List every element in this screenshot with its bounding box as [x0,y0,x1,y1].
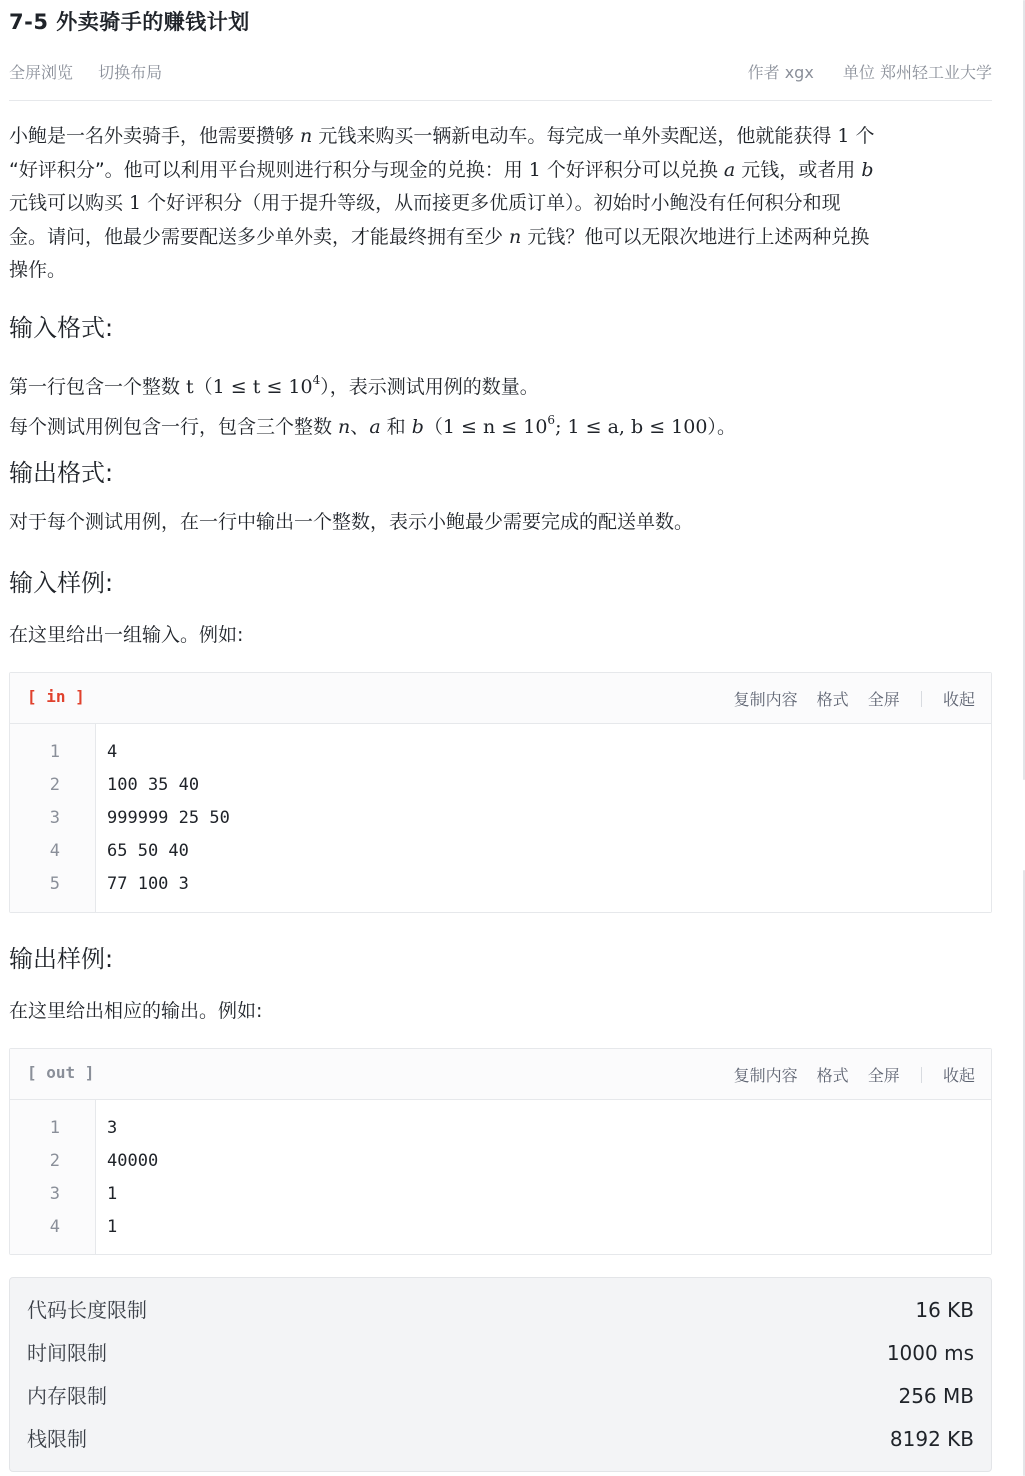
collapse-button[interactable]: 收起 [942,1066,975,1085]
description-text: 个好评积分可以兑换 [540,158,724,181]
description-text: 个好评积分（用于提升等级，从而接更多优质订单）。初始时小鲍没有任何积分和现 [141,192,841,214]
problem-description [9,120,992,288]
math-num: 1 [837,125,850,147]
unit-label: 单位 郑州轻工业大学 [842,63,992,82]
line-number: 4 [49,1217,60,1237]
code-text: 1 [107,1217,118,1237]
copy-content-button[interactable]: 复制内容 [733,690,798,709]
code-text: 4 [107,742,118,762]
limit-label: 栈限制 [27,1427,87,1451]
math-var: b [411,416,424,438]
math-sup: 4 [312,373,321,387]
code-text: 77 100 3 [107,874,189,894]
line-number: 4 [49,841,60,861]
math-var: a [723,158,736,181]
code-line [10,1211,991,1244]
code-text: 40000 [107,1151,159,1171]
line-number: 3 [49,808,60,828]
input-format-line-2 [9,404,736,444]
math-var: b [861,158,874,181]
math-num: 1 [528,158,541,181]
meta-bar [9,60,992,101]
math-expr: t（1 ≤ t ≤ 10 [186,376,313,398]
input-format-body [9,364,736,444]
description-text: 小鲍是一名外卖骑手，他需要攒够 [9,125,301,147]
collapse-button[interactable]: 收起 [942,690,975,709]
divider [921,691,922,707]
code-line [10,1145,991,1178]
input-format-text: 和 [380,416,412,438]
code-line [10,736,991,769]
code-text: 999999 25 50 [107,808,230,828]
math-expr: ） [320,376,330,398]
code-tag-in: [ in ] [27,687,85,706]
line-number: 1 [49,742,60,762]
input-format-line-1 [9,364,736,404]
code-tag-out: [ out ] [27,1063,95,1082]
sample-input-block [9,672,992,913]
code-header [10,673,991,724]
copy-content-button[interactable]: 复制内容 [733,1066,798,1085]
limit-row-time [27,1332,974,1375]
sample-input-text: 在这里给出一组输入。例如: [9,624,244,646]
code-line [10,868,991,901]
limit-value: 256 MB [898,1384,974,1408]
line-number: 2 [49,1151,60,1171]
line-number: 1 [49,1118,60,1138]
input-format-text: 第一行包含一个整数 [9,376,187,398]
limits-panel [9,1277,992,1472]
math-sup: 6 [547,413,556,427]
code-body[interactable] [10,1100,991,1254]
description-text: 元钱，或者用 [735,158,862,181]
math-var: a [369,416,381,438]
description-line-5: 操作。 [9,259,67,281]
limit-value: 8192 KB [889,1427,974,1451]
description-text: 元钱？他可以无限次地进行上述两种兑换 [521,225,870,248]
switch-layout-button[interactable]: 切换布局 [98,63,163,82]
description-text: 元钱来购买一辆新电动车。每完成一单外卖配送，他就能获得 [312,125,838,147]
format-button[interactable]: 格式 [816,1066,849,1085]
description-line-1 [9,120,992,154]
description-line-3 [9,187,992,221]
format-button[interactable]: 格式 [816,690,849,709]
description-text: 个 [849,125,875,147]
math-var: n [300,125,313,147]
sample-output-block [9,1048,992,1255]
code-header [10,1049,991,1100]
divider [921,1067,922,1083]
code-line [10,802,991,835]
meta-info [724,60,992,83]
description-text: “好评积分”。他可以利用平台规则进行积分与现金的兑换：用 [9,158,529,181]
description-line-2 [9,154,992,188]
input-format-text: ，表示测试用例的数量。 [329,376,539,398]
input-format-text: 。 [716,416,736,438]
description-text: 元钱可以购买 [9,192,130,214]
limit-label: 内存限制 [27,1384,107,1408]
code-text: 65 50 40 [107,841,189,861]
code-actions [720,687,975,710]
limit-value: 16 KB [915,1298,974,1322]
description-line-4 [9,221,992,255]
author-label: 作者 xgx [747,63,814,82]
code-line [10,769,991,802]
code-body[interactable] [10,724,991,912]
fullscreen-view-button[interactable]: 全屏浏览 [9,63,74,82]
limit-label: 时间限制 [27,1341,107,1365]
description-text: 金。请问，他最少需要配送多少单外卖，才能最终拥有至少 [9,225,510,248]
code-line [10,1112,991,1145]
sample-output-heading: 输出样例: [9,945,114,973]
limit-row-code-length [27,1289,974,1332]
code-actions [720,1063,975,1086]
line-number: 3 [49,1184,60,1204]
math-expr: ; 1 ≤ a, b ≤ 100） [555,416,717,438]
line-number: 2 [49,775,60,795]
code-text: 100 35 40 [107,775,200,795]
input-format-heading: 输入格式: [9,314,114,342]
code-line [10,1178,991,1211]
line-number: 5 [49,874,60,894]
fullscreen-button[interactable]: 全屏 [867,690,900,709]
code-text: 1 [107,1184,118,1204]
limit-label: 代码长度限制 [27,1298,147,1322]
limit-row-memory [27,1375,974,1418]
problem-title: 7-5 外卖骑手的赚钱计划 [9,10,250,34]
math-var: n [338,416,351,438]
output-format-text: 对于每个测试用例，在一行中输出一个整数，表示小鲍最少需要完成的配送单数。 [9,511,694,533]
math-expr: （1 ≤ n ≤ 10 [423,416,548,438]
input-format-text: 每个测试用例包含一行，包含三个整数 [9,416,339,438]
limit-value: 1000 ms [886,1341,974,1365]
output-format-heading: 输出格式: [9,459,114,487]
math-var: n [509,225,522,248]
code-line [10,835,991,868]
meta-actions [9,60,182,83]
input-format-text: 、 [350,416,370,438]
scrollbar[interactable] [1021,0,1025,1476]
math-num: 1 [129,192,142,214]
sample-output-text: 在这里给出相应的输出。例如: [9,1000,263,1022]
code-text: 3 [107,1118,118,1138]
fullscreen-button[interactable]: 全屏 [867,1066,900,1085]
sample-input-heading: 输入样例: [9,569,114,597]
limit-row-stack [27,1418,974,1461]
